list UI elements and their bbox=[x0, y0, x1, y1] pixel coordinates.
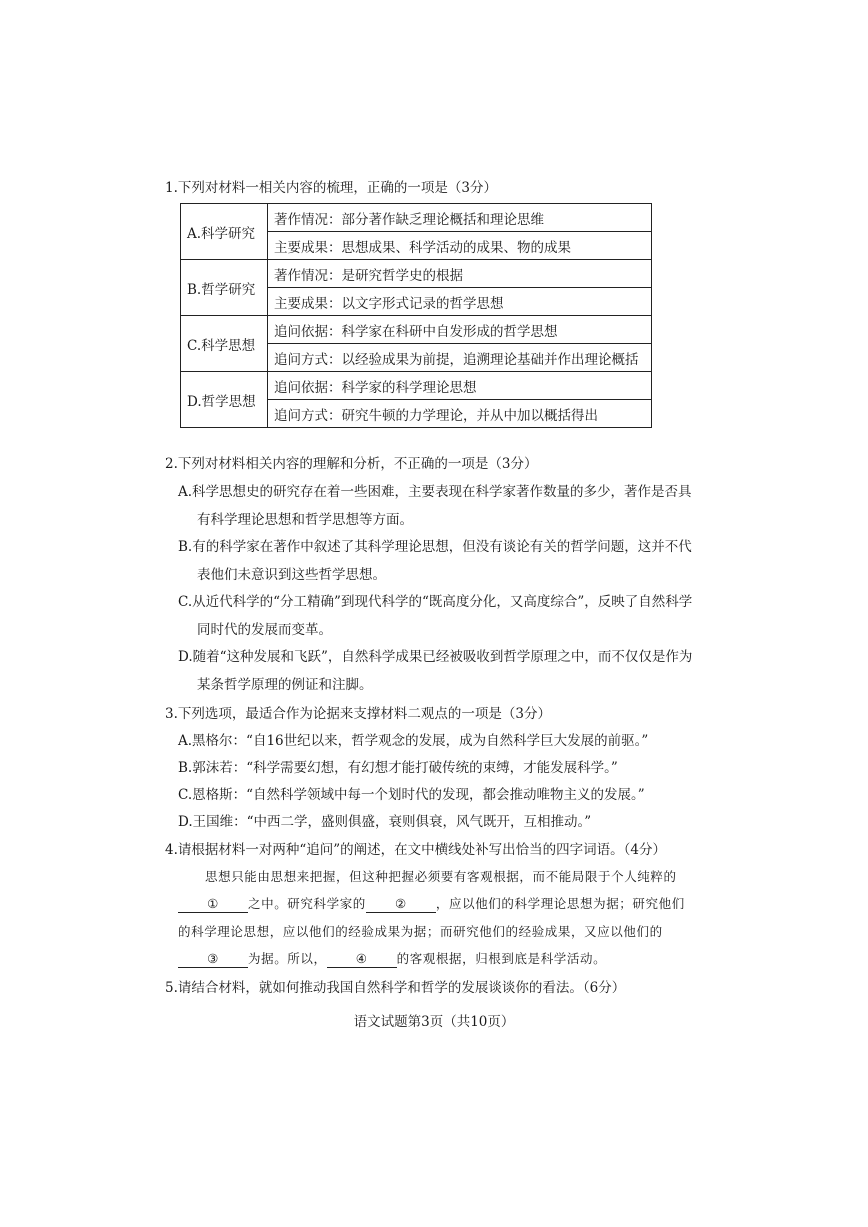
q1-title: 1.下列对材料一相关内容的梳理，正确的一项是（3分） bbox=[165, 180, 497, 196]
fill-blank-1[interactable]: ① bbox=[178, 896, 248, 913]
q4-text-segment: 的客观根据，归根到底是科学活动。 bbox=[396, 951, 607, 966]
q2-option-b-line1: B.有的科学家在著作中叙述了其科学理论思想，但没有谈论有关的哲学问题，这并不代 bbox=[178, 539, 692, 555]
table-row bbox=[181, 204, 652, 232]
q2-option-d-line2: 某条哲学原理的例证和注脚。 bbox=[197, 677, 373, 693]
q4-title: 4.请根据材料一对两种“追问”的阐述，在文中横线处补写出恰当的四字词语。（4分） bbox=[165, 842, 667, 858]
q4-passage-line2 bbox=[178, 894, 685, 913]
q2-option-a-line1: A.科学思想史的研究存在着一些困难，主要表现在科学家著作数量的多少，著作是否具 bbox=[178, 484, 692, 500]
option-b-item-1: 著作情况：是研究哲学史的根据 bbox=[268, 260, 652, 288]
q2-option-a-line2: 有科学理论思想和哲学思想等方面。 bbox=[197, 512, 413, 528]
option-b-item-2: 主要成果：以文字形式记录的哲学思想 bbox=[268, 288, 652, 316]
q4-text-segment: ，应以他们的科学理论思想为据；研究他们 bbox=[435, 896, 685, 911]
option-c-item-1: 追问依据：科学家在科研中自发形成的哲学思想 bbox=[268, 316, 652, 344]
option-a-item-2: 主要成果：思想成果、科学活动的成果、物的成果 bbox=[268, 232, 652, 260]
q1-options-table bbox=[180, 203, 652, 428]
option-c-item-2: 追问方式：以经验成果为前提，追溯理论基础并作出理论概括 bbox=[268, 344, 652, 372]
fill-blank-4[interactable]: ④ bbox=[327, 951, 397, 968]
option-d-item-1: 追问依据：科学家的科学理论思想 bbox=[268, 372, 652, 400]
fill-blank-2[interactable]: ② bbox=[366, 896, 436, 913]
q2-option-c-line1: C.从近代科学的“分工精确”到现代科学的“既高度分化，又高度综合”，反映了自然科学 bbox=[178, 594, 693, 610]
q3-option-c: C.恩格斯：“自然科学领域中每一个划时代的发现，都会推动唯物主义的发展。” bbox=[178, 787, 645, 803]
q3-option-a: A.黑格尔：“自16世纪以来，哲学观念的发展，成为自然科学巨大发展的前驱。” bbox=[178, 733, 649, 749]
q3-option-d: D.王国维：“中西二学，盛则俱盛，衰则俱衰，风气既开，互相推动。” bbox=[178, 814, 592, 830]
table-row bbox=[181, 260, 652, 288]
fill-blank-3[interactable]: ③ bbox=[178, 951, 248, 968]
option-c-label: C.科学思想 bbox=[181, 316, 268, 372]
q3-option-b: B.郭沫若：“科学需要幻想，有幻想才能打破传统的束缚，才能发展科学。” bbox=[178, 760, 618, 776]
q2-option-d-line1: D.随着“这种发展和飞跃”，自然科学成果已经被吸收到哲学原理之中，而不仅仅是作为 bbox=[178, 649, 693, 665]
option-a-item-1: 著作情况：部分著作缺乏理论概括和理论思维 bbox=[268, 204, 652, 232]
q5-title: 5.请结合材料，就如何推动我国自然科学和哲学的发展谈谈你的看法。（6分） bbox=[165, 980, 626, 996]
table-row bbox=[181, 372, 652, 400]
q2-option-b-line2: 表他们未意识到这些哲学思想。 bbox=[197, 567, 386, 583]
q2-title: 2.下列对材料相关内容的理解和分析，不正确的一项是（3分） bbox=[165, 456, 538, 472]
q4-passage-line4 bbox=[178, 949, 606, 968]
option-a-label: A.科学研究 bbox=[181, 204, 268, 260]
table-row bbox=[181, 316, 652, 344]
q2-option-c-line2: 同时代的发展而变革。 bbox=[197, 622, 332, 638]
page-footer: 语文试题第3页（共10页） bbox=[353, 1014, 515, 1030]
q4-passage-line3: 的科学理论思想，应以他们的经验成果为据；而研究他们的经验成果，又应以他们的 bbox=[178, 924, 663, 939]
q4-text-segment: 为据。所以， bbox=[248, 951, 327, 966]
q4-text-segment: 之中。研究科学家的 bbox=[248, 896, 366, 911]
option-d-label: D.哲学思想 bbox=[181, 372, 268, 428]
q3-title: 3.下列选项，最适合作为论据来支撑材料二观点的一项是（3分） bbox=[165, 706, 551, 722]
option-b-label: B.哲学研究 bbox=[181, 260, 268, 316]
option-d-item-2: 追问方式：研究牛顿的力学理论，并从中加以概括得出 bbox=[268, 400, 652, 428]
q4-passage-line1: 思想只能由思想来把握，但这种把握必须要有客观根据，而不能局限于个人纯粹的 bbox=[205, 869, 677, 884]
